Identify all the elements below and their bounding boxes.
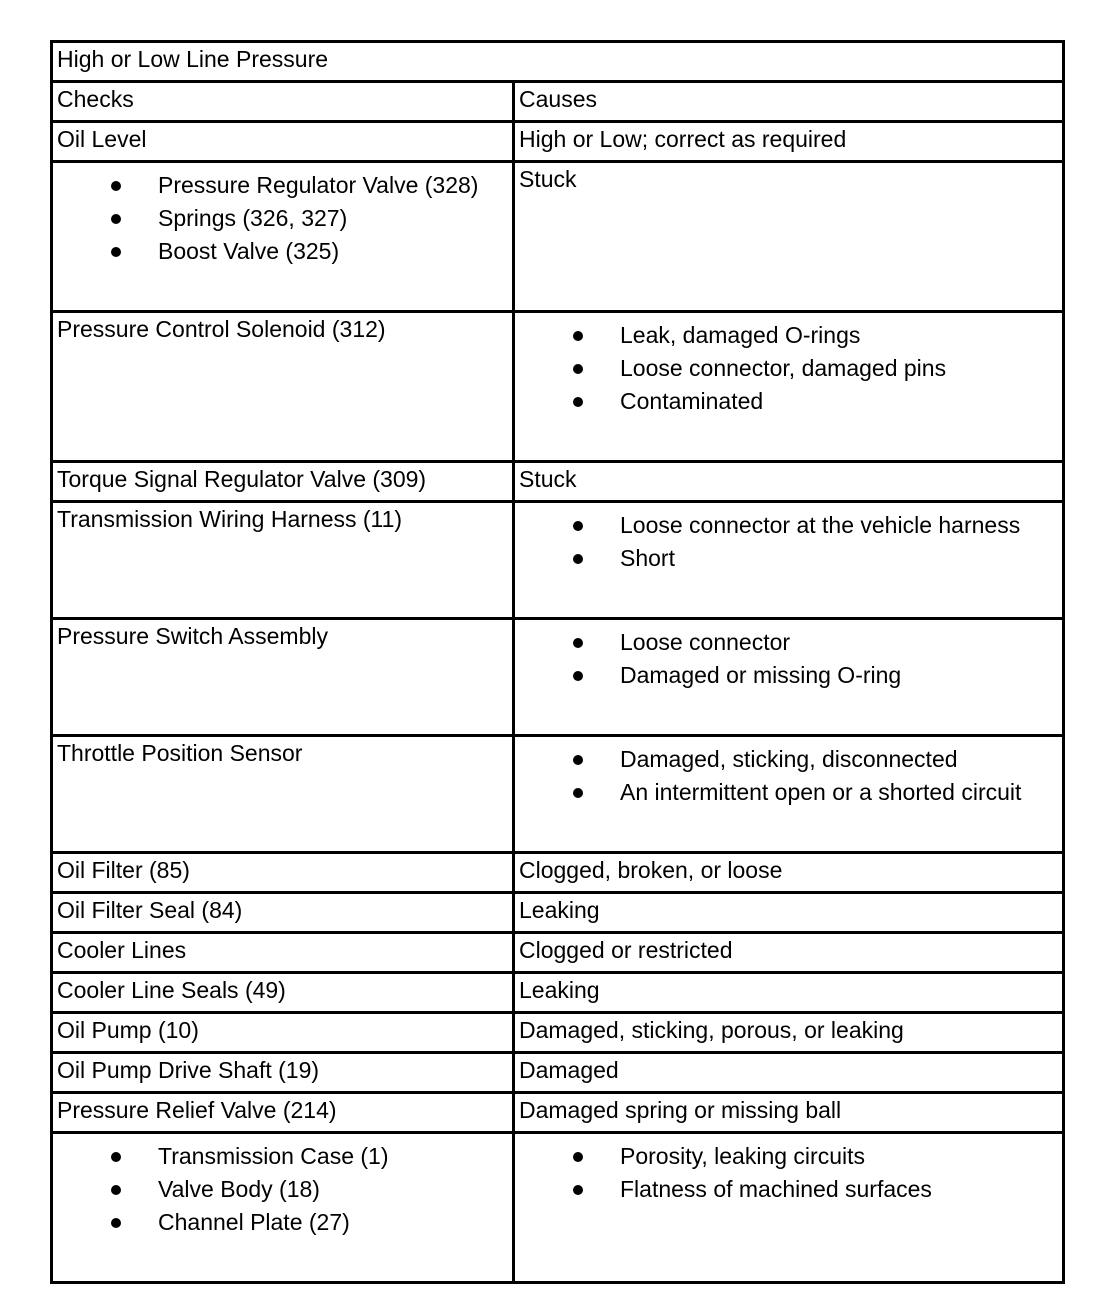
list-item: Loose connector at the vehicle harness: [519, 509, 1058, 542]
list-item: Loose connector, damaged pins: [519, 352, 1058, 385]
check-list: [57, 1140, 508, 1239]
check-cell: Transmission Wiring Harness (11): [52, 502, 514, 619]
cause-cell: Clogged, broken, or loose: [514, 853, 1064, 893]
list-item: Pressure Regulator Valve (328): [57, 169, 508, 202]
table-row: [52, 1013, 1064, 1053]
check-cell: Pressure Control Solenoid (312): [52, 312, 514, 462]
list-item: Springs (326, 327): [57, 202, 508, 235]
table-row: [52, 1093, 1064, 1133]
cause-list: [519, 626, 1058, 692]
cause-cell: [514, 502, 1064, 619]
list-item: Valve Body (18): [57, 1173, 508, 1206]
header-row: [52, 82, 1064, 122]
table-row: [52, 973, 1064, 1013]
list-item: Leak, damaged O-rings: [519, 319, 1058, 352]
cause-cell: Stuck: [514, 162, 1064, 312]
list-item: Loose connector: [519, 626, 1058, 659]
table-row: [52, 933, 1064, 973]
diagnostic-table: [50, 40, 1065, 1284]
cause-cell: [514, 1133, 1064, 1283]
list-item: Short: [519, 542, 1058, 575]
check-cell: Cooler Line Seals (49): [52, 973, 514, 1013]
cause-cell: [514, 312, 1064, 462]
check-cell: Oil Pump (10): [52, 1013, 514, 1053]
table-row: [52, 312, 1064, 462]
cause-list: [519, 1140, 1058, 1206]
table-row: [52, 1133, 1064, 1283]
list-item: An intermittent open or a shorted circuit: [519, 776, 1058, 809]
check-cell: Oil Filter (85): [52, 853, 514, 893]
check-cell: Pressure Relief Valve (214): [52, 1093, 514, 1133]
cause-cell: Clogged or restricted: [514, 933, 1064, 973]
list-item: Contaminated: [519, 385, 1058, 418]
check-cell: [52, 162, 514, 312]
table-row: [52, 502, 1064, 619]
list-item: Boost Valve (325): [57, 235, 508, 268]
cause-cell: Damaged: [514, 1053, 1064, 1093]
table-row: [52, 122, 1064, 162]
check-list: [57, 169, 508, 268]
list-item: Flatness of machined surfaces: [519, 1173, 1058, 1206]
cause-cell: High or Low; correct as required: [514, 122, 1064, 162]
check-cell: Cooler Lines: [52, 933, 514, 973]
list-item: Channel Plate (27): [57, 1206, 508, 1239]
cause-list: [519, 319, 1058, 418]
cause-list: [519, 509, 1058, 575]
list-item: Porosity, leaking circuits: [519, 1140, 1058, 1173]
table-row: [52, 619, 1064, 736]
check-cell: Oil Pump Drive Shaft (19): [52, 1053, 514, 1093]
list-item: Damaged, sticking, disconnected: [519, 743, 1058, 776]
check-cell: [52, 1133, 514, 1283]
causes-header: Causes: [514, 82, 1064, 122]
checks-header: Checks: [52, 82, 514, 122]
cause-cell: Damaged, sticking, porous, or leaking: [514, 1013, 1064, 1053]
cause-cell: Damaged spring or missing ball: [514, 1093, 1064, 1133]
table-row: [52, 853, 1064, 893]
cause-cell: Leaking: [514, 893, 1064, 933]
check-cell: Throttle Position Sensor: [52, 736, 514, 853]
table-row: [52, 162, 1064, 312]
check-cell: Pressure Switch Assembly: [52, 619, 514, 736]
check-cell: Torque Signal Regulator Valve (309): [52, 462, 514, 502]
cause-list: [519, 743, 1058, 809]
cause-cell: [514, 619, 1064, 736]
table-row: [52, 1053, 1064, 1093]
title-row: [52, 42, 1064, 82]
table-row: [52, 736, 1064, 853]
cause-cell: [514, 736, 1064, 853]
check-cell: Oil Level: [52, 122, 514, 162]
table-title: High or Low Line Pressure: [52, 42, 1064, 82]
table-row: [52, 893, 1064, 933]
cause-cell: Leaking: [514, 973, 1064, 1013]
cause-cell: Stuck: [514, 462, 1064, 502]
list-item: Damaged or missing O-ring: [519, 659, 1058, 692]
check-cell: Oil Filter Seal (84): [52, 893, 514, 933]
table-row: [52, 462, 1064, 502]
list-item: Transmission Case (1): [57, 1140, 508, 1173]
